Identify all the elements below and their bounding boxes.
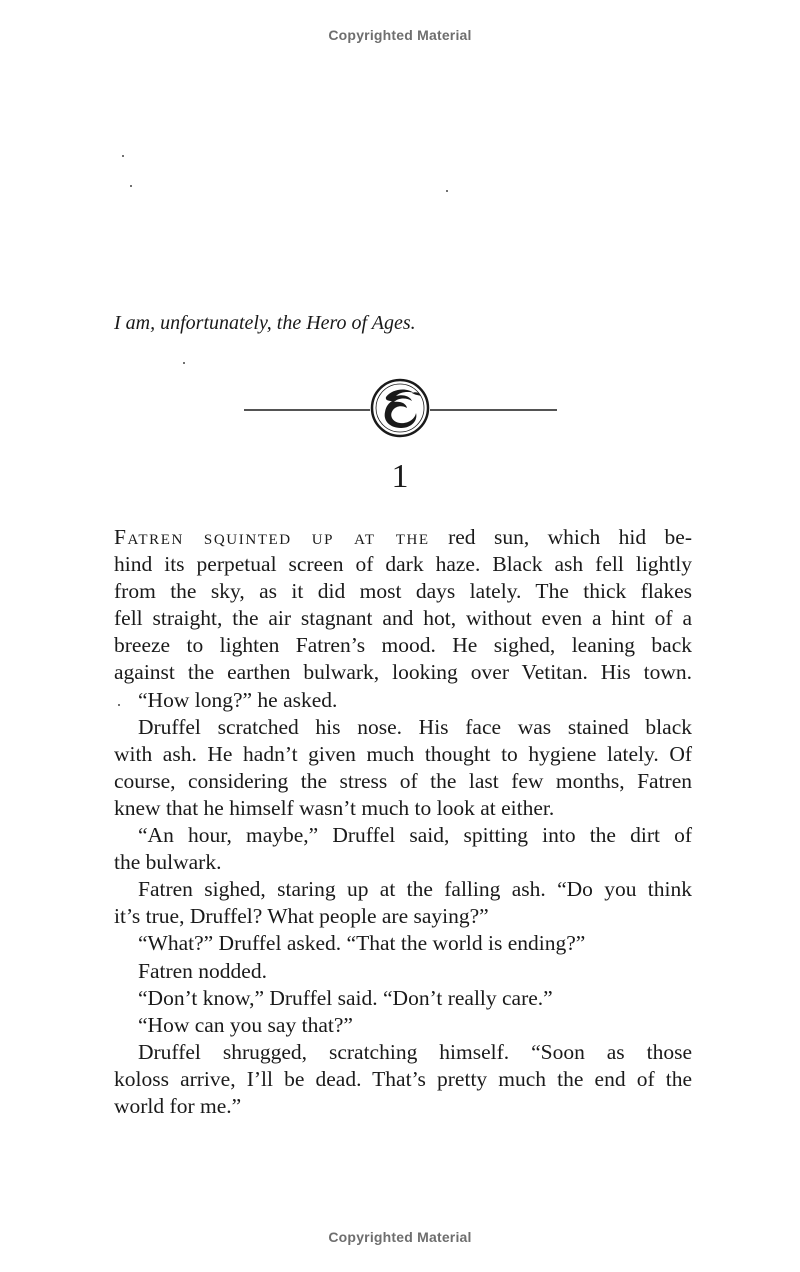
body-line: koloss arrive, I’ll be dead. That’s pretty much the end of the [114, 1066, 692, 1091]
body-line: it’s true, Druffel? What people are saying?” [114, 904, 489, 929]
chapter-body [114, 524, 692, 1120]
body-line: “Don’t know,” Druffel said. “Don’t really care.” [138, 985, 553, 1010]
body-line: “What?” Druffel asked. “That the world is ending?” [138, 931, 586, 956]
body-line: Druffel shrugged, scratching himself. “Soon as those [138, 1039, 692, 1064]
body-line: Fatren nodded. [138, 958, 267, 983]
body-line: “How long?” he asked. [138, 687, 338, 712]
copyright-watermark-header: Copyrighted Material [328, 27, 472, 43]
body-line: breeze to lighten Fatren’s mood. He sighed, leaning back [114, 633, 692, 658]
body-line: from the sky, as it did most days lately. The thick flakes [114, 579, 692, 604]
body-line: with ash. He hadn’t given much thought to hygiene lately. Of [114, 741, 692, 766]
body-line: course, considering the stress of the last few months, Fatren [114, 768, 692, 793]
scan-speck [130, 185, 132, 187]
body-line: against the earthen bulwark, looking over Vetitan. His town. [114, 660, 692, 685]
chapter-number: 1 [391, 458, 409, 495]
scan-speck [183, 362, 185, 364]
epigraph: I am, unfortunately, the Hero of Ages. [114, 312, 416, 334]
body-line: fell straight, the air stagnant and hot, without even a hint of a [114, 606, 692, 631]
scan-speck [122, 155, 124, 157]
opening-smallcaps: Fatren squinted up at the [114, 525, 430, 549]
body-line: Fatren sighed, staring up at the falling ash. “Do you think [138, 877, 692, 902]
body-line: “An hour, maybe,” Druffel said, spitting into the dirt of [138, 823, 692, 848]
copyright-watermark-footer: Copyrighted Material [328, 1229, 472, 1245]
body-line: Druffel scratched his nose. His face was stained black [138, 714, 692, 739]
scan-speck [446, 190, 448, 192]
body-line: hind its perpetual screen of dark haze. Black ash fell lightly [114, 552, 692, 577]
body-line: the bulwark. [114, 850, 222, 875]
body-line: world for me.” [114, 1093, 242, 1118]
body-line-1: Fatren squinted up at the red sun, which hid be- [114, 525, 692, 549]
dragon-emblem-divider [240, 375, 560, 439]
body-line: “How can you say that?” [138, 1012, 353, 1037]
body-line: knew that he himself wasn’t much to look at either. [114, 795, 555, 820]
